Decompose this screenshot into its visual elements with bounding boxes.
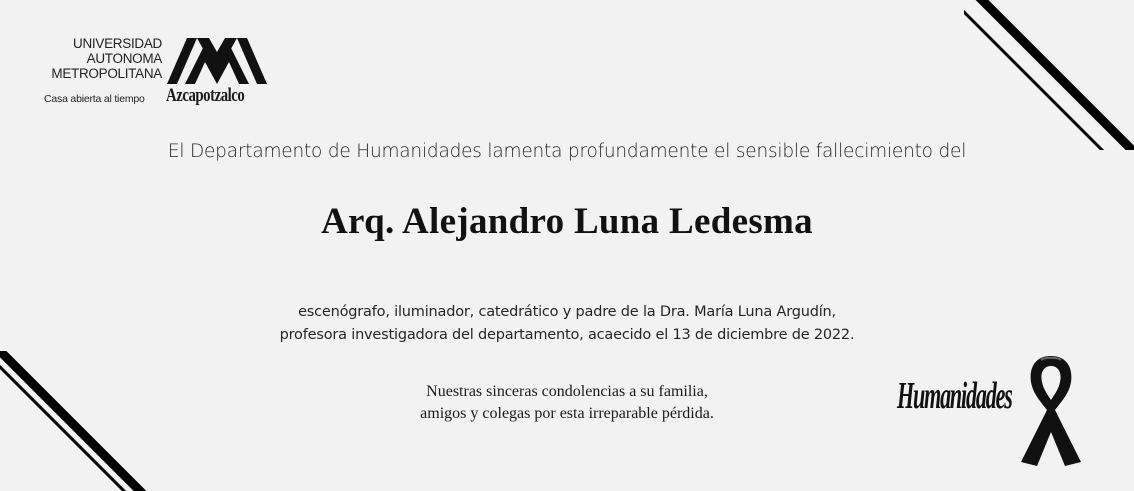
- university-name-line: AUTONOMA: [86, 51, 162, 66]
- university-name: [42, 36, 162, 81]
- details-line: escenógrafo, iluminador, catedrático y padre de la Dra. María Luna Argudín,: [298, 304, 836, 320]
- department-logo: [897, 352, 1092, 472]
- university-name-line: UNIVERSIDAD: [73, 36, 162, 51]
- department-wordmark: Humanidades: [897, 375, 1012, 417]
- mourning-stripes-bottom-left: [0, 351, 150, 491]
- condolence-line: amigos y colegas por esta irreparable pérdida.: [420, 405, 714, 422]
- mourning-stripes-top-right: [964, 0, 1134, 150]
- university-name-line: METROPOLITANA: [51, 66, 162, 81]
- details-line: profesora investigadora del departamento, acaecido el 13 de diciembre de 2022.: [279, 327, 855, 343]
- uam-emblem-icon: [167, 38, 267, 84]
- deceased-name: Arq. Alejandro Luna Ledesma: [321, 201, 813, 242]
- university-tagline: Casa abierta al tiempo: [44, 93, 145, 105]
- university-campus: Azcapotzalco: [166, 85, 245, 106]
- university-logo: [42, 36, 272, 108]
- condolence-text: [342, 381, 792, 425]
- intro-text: El Departamento de Humanidades lamenta profundamente el sensible fallecimiento del: [167, 141, 967, 162]
- details-text: [0, 301, 1134, 347]
- mourning-ribbon-icon: [1015, 352, 1087, 470]
- condolence-line: Nuestras sinceras condolencias a su familia,: [426, 383, 708, 400]
